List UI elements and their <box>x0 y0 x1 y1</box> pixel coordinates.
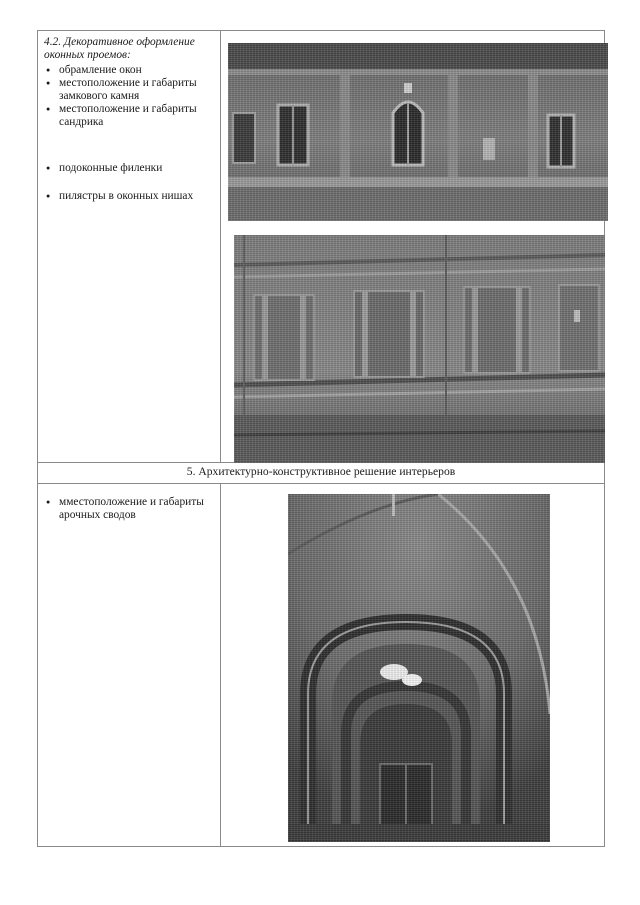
list-item: ● обрамление окон <box>44 64 216 77</box>
window-decoration-list <box>44 64 216 203</box>
list-item: ● пилястры в оконных нишах <box>44 190 216 203</box>
survey-table <box>37 30 605 847</box>
row-section-5-title <box>38 463 605 484</box>
section-5-title: 5. Архитектурно-конструктивное решение интерьеров <box>38 463 605 484</box>
facade-windows-photo <box>228 43 608 221</box>
list-item: ● местоположение и габариты замкового камня <box>44 77 216 103</box>
document-page <box>37 30 605 850</box>
window-photos-cell <box>221 31 605 463</box>
list-item: ● мместоположение и габариты арочных сводов <box>44 496 216 522</box>
row-interiors <box>38 484 605 847</box>
interior-photo-cell <box>221 484 605 847</box>
facade-pilasters-photo <box>234 235 605 463</box>
arched-vaults-photo <box>288 494 550 842</box>
interiors-cell <box>38 484 221 847</box>
window-decoration-cell <box>38 31 221 463</box>
section-4-2-heading: 4.2. Декоративное оформление оконных проемов: <box>44 36 195 61</box>
interiors-list <box>44 496 216 522</box>
list-item: ● подоконные филенки <box>44 162 216 175</box>
row-window-decoration <box>38 31 605 463</box>
list-item: ● местоположение и габариты сандрика <box>44 103 216 129</box>
